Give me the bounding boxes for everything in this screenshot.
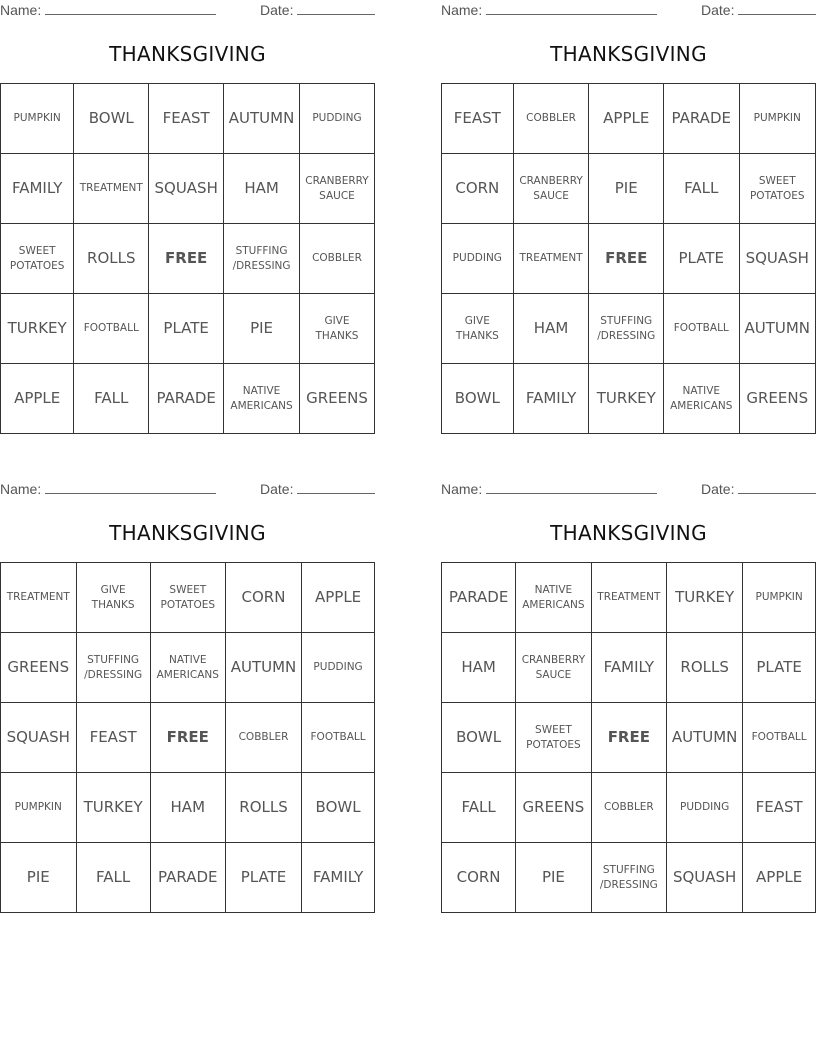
bingo-cell[interactable] xyxy=(743,773,816,843)
bingo-cell[interactable] xyxy=(442,224,514,294)
bingo-cell[interactable] xyxy=(74,294,149,364)
grid-row xyxy=(442,364,816,434)
cell-word: PLATE xyxy=(163,319,209,338)
bingo-cell[interactable] xyxy=(299,224,374,294)
bingo-cell[interactable] xyxy=(589,84,664,154)
cell-word: FREE xyxy=(605,249,648,268)
grid-row xyxy=(442,773,816,843)
bingo-cell[interactable] xyxy=(149,154,224,224)
bingo-cell[interactable] xyxy=(74,84,149,154)
grid-row xyxy=(442,154,816,224)
bingo-cell[interactable] xyxy=(589,294,664,364)
bingo-cell[interactable] xyxy=(442,294,514,364)
bingo-cell[interactable] xyxy=(442,364,514,434)
cell-word: FREE xyxy=(607,728,650,747)
name-blank-line xyxy=(486,481,657,494)
bingo-cell[interactable] xyxy=(442,843,516,913)
grid-row xyxy=(1,224,375,294)
card-header xyxy=(441,479,816,503)
name-field xyxy=(0,2,216,18)
bingo-cell[interactable] xyxy=(739,154,816,224)
name-field xyxy=(441,481,657,497)
bingo-cell[interactable] xyxy=(591,773,666,843)
bingo-cell[interactable] xyxy=(591,843,666,913)
cell-word: CRANBERRY SAUCE xyxy=(305,175,369,202)
cell-word: FALL xyxy=(94,389,129,408)
bingo-cell[interactable] xyxy=(302,563,375,633)
bingo-cell[interactable] xyxy=(149,364,224,434)
name-blank-line xyxy=(486,2,657,15)
grid-row xyxy=(442,563,816,633)
cell-word: PLATE xyxy=(756,658,802,677)
cell-word: PIE xyxy=(541,868,565,887)
grid-row xyxy=(1,703,375,773)
grid-row xyxy=(442,843,816,913)
bingo-cell[interactable] xyxy=(76,563,150,633)
bingo-grid xyxy=(0,562,375,913)
bingo-cell[interactable] xyxy=(442,154,514,224)
cell-word: FALL xyxy=(684,179,719,198)
bingo-cell[interactable] xyxy=(76,633,150,703)
cell-word: GIVE THANKS xyxy=(315,315,359,342)
cell-word: ROLLS xyxy=(239,798,288,817)
bingo-cell[interactable] xyxy=(442,633,516,703)
grid-row xyxy=(1,294,375,364)
date-label: Date: xyxy=(701,2,739,18)
cell-word: PIE xyxy=(26,868,50,887)
bingo-cell[interactable] xyxy=(664,154,740,224)
bingo-cell[interactable] xyxy=(299,364,374,434)
bingo-cell[interactable] xyxy=(667,703,743,773)
cell-word: COBBLER xyxy=(603,801,654,814)
bingo-cell[interactable] xyxy=(224,364,300,434)
cell-word: PARADE xyxy=(671,109,731,128)
bingo-cell[interactable] xyxy=(664,294,740,364)
bingo-cell[interactable] xyxy=(513,84,589,154)
cell-word: PUDDING xyxy=(313,661,363,674)
bingo-cell[interactable] xyxy=(442,773,516,843)
bingo-card xyxy=(0,0,375,412)
cell-word: CORN xyxy=(241,588,286,607)
name-label: Name: xyxy=(0,481,46,497)
grid-row xyxy=(1,633,375,703)
date-blank-line xyxy=(297,481,375,494)
cell-word: AUTUMN xyxy=(744,319,811,338)
cell-word: FEAST xyxy=(755,798,803,817)
bingo-cell[interactable] xyxy=(149,224,224,294)
cell-word: GREENS xyxy=(522,798,585,817)
cell-word: APPLE xyxy=(14,389,61,408)
cell-word: GREENS xyxy=(306,389,368,408)
bingo-cell[interactable] xyxy=(1,773,77,843)
cell-word: FOOTBALL xyxy=(83,322,139,335)
bingo-cell[interactable] xyxy=(302,843,375,913)
cell-word: AUTUMN xyxy=(671,728,738,747)
bingo-cell[interactable] xyxy=(302,633,375,703)
bingo-cell[interactable] xyxy=(225,563,301,633)
bingo-cell[interactable] xyxy=(664,364,740,434)
cell-word: PUMPKIN xyxy=(13,112,61,125)
bingo-cell[interactable] xyxy=(516,773,591,843)
cell-word: APPLE xyxy=(314,588,362,607)
cell-word: PUMPKIN xyxy=(753,112,801,125)
bingo-cell[interactable] xyxy=(1,843,77,913)
cell-word: PUDDING xyxy=(679,801,730,814)
bingo-cell[interactable] xyxy=(225,633,301,703)
cell-word: FREE xyxy=(166,728,209,747)
bingo-cell[interactable] xyxy=(149,84,224,154)
bingo-cell[interactable] xyxy=(442,563,516,633)
cell-word: NATIVE AMERICANS xyxy=(230,385,293,412)
cell-word: FOOTBALL xyxy=(751,731,807,744)
bingo-cell[interactable] xyxy=(224,84,300,154)
date-label: Date: xyxy=(260,2,298,18)
cell-word: PIE xyxy=(250,319,274,338)
bingo-cell[interactable] xyxy=(225,703,301,773)
bingo-cell[interactable] xyxy=(591,703,666,773)
cell-word: BOWL xyxy=(88,109,134,128)
grid-row xyxy=(442,633,816,703)
cell-word: TREATMENT xyxy=(597,591,661,604)
bingo-cell[interactable] xyxy=(739,224,816,294)
bingo-cell[interactable] xyxy=(150,773,225,843)
bingo-cell[interactable] xyxy=(516,633,591,703)
date-blank-line xyxy=(738,2,816,15)
cell-word: PLATE xyxy=(240,868,287,887)
bingo-cell[interactable] xyxy=(516,843,591,913)
bingo-card xyxy=(441,0,816,412)
grid-row xyxy=(442,294,816,364)
bingo-cell[interactable] xyxy=(76,773,150,843)
date-blank-line xyxy=(297,2,375,15)
grid-row xyxy=(1,364,375,434)
bingo-cell[interactable] xyxy=(591,633,666,703)
cell-word: SQUASH xyxy=(745,249,809,268)
name-blank-line xyxy=(45,481,216,494)
date-field xyxy=(260,481,375,497)
bingo-cell[interactable] xyxy=(224,154,300,224)
bingo-cell[interactable] xyxy=(513,294,589,364)
bingo-cell[interactable] xyxy=(739,364,816,434)
bingo-cell[interactable] xyxy=(299,154,374,224)
bingo-cell[interactable] xyxy=(513,154,589,224)
bingo-cell[interactable] xyxy=(589,154,664,224)
cell-word: PLATE xyxy=(678,249,724,268)
name-field xyxy=(441,2,657,18)
cell-word: NATIVE AMERICANS xyxy=(156,654,219,681)
name-label: Name: xyxy=(0,2,46,18)
cell-word: APPLE xyxy=(603,109,650,128)
grid-row xyxy=(1,154,375,224)
bingo-cell[interactable] xyxy=(664,84,740,154)
bingo-cell[interactable] xyxy=(739,84,816,154)
cell-word: BOWL xyxy=(456,728,502,747)
cell-word: COBBLER xyxy=(312,252,362,265)
cell-word: GIVE THANKS xyxy=(91,584,135,611)
grid-row xyxy=(442,224,816,294)
cell-word: GREENS xyxy=(746,389,809,408)
cell-word: TURKEY xyxy=(596,389,656,408)
cell-word: STUFFING /DRESSING xyxy=(84,654,143,681)
cell-word: ROLLS xyxy=(87,249,136,268)
bingo-cell[interactable] xyxy=(667,843,743,913)
bingo-grid xyxy=(441,562,816,913)
cell-word: CORN xyxy=(455,179,500,198)
cell-word: PIE xyxy=(614,179,638,198)
cell-word: STUFFING /DRESSING xyxy=(599,864,658,891)
bingo-cell[interactable] xyxy=(442,703,516,773)
cell-word: TREATMENT xyxy=(79,182,143,195)
grid-row xyxy=(1,563,375,633)
cell-word: HAM xyxy=(461,658,496,677)
bingo-cell[interactable] xyxy=(1,294,74,364)
cell-word: FALL xyxy=(461,798,496,817)
cell-word: CRANBERRY SAUCE xyxy=(521,654,586,681)
bingo-cell[interactable] xyxy=(299,294,374,364)
grid-row xyxy=(442,84,816,154)
bingo-cell[interactable] xyxy=(739,294,816,364)
cell-word: FREE xyxy=(165,249,208,268)
cell-word: NATIVE AMERICANS xyxy=(670,385,733,412)
cell-word: SWEET POTATOES xyxy=(749,175,805,202)
bingo-cell[interactable] xyxy=(442,84,514,154)
cell-word: TREATMENT xyxy=(6,591,70,604)
date-blank-line xyxy=(738,481,816,494)
bingo-cell[interactable] xyxy=(299,84,374,154)
cell-word: SQUASH xyxy=(6,728,70,747)
date-field xyxy=(701,481,816,497)
bingo-cell[interactable] xyxy=(513,364,589,434)
bingo-cell[interactable] xyxy=(74,364,149,434)
bingo-card xyxy=(0,479,375,887)
cell-word: COBBLER xyxy=(238,731,289,744)
cell-word: TURKEY xyxy=(83,798,143,817)
cell-word: FEAST xyxy=(453,109,501,128)
date-label: Date: xyxy=(701,481,739,497)
cell-word: NATIVE AMERICANS xyxy=(522,584,585,611)
cell-word: SWEET POTATOES xyxy=(160,584,216,611)
cell-word: FOOTBALL xyxy=(310,731,366,744)
cell-word: SWEET POTATOES xyxy=(526,724,581,751)
bingo-cell[interactable] xyxy=(74,224,149,294)
cell-word: TURKEY xyxy=(675,588,735,607)
bingo-cell[interactable] xyxy=(1,364,74,434)
bingo-cell[interactable] xyxy=(302,703,375,773)
bingo-cell[interactable] xyxy=(150,563,225,633)
bingo-cell[interactable] xyxy=(743,703,816,773)
cell-word: FEAST xyxy=(89,728,137,747)
bingo-cell[interactable] xyxy=(76,843,150,913)
cell-word: FAMILY xyxy=(11,179,63,198)
bingo-cell[interactable] xyxy=(150,843,225,913)
bingo-cell[interactable] xyxy=(225,773,301,843)
card-header xyxy=(0,479,375,503)
bingo-cell[interactable] xyxy=(74,154,149,224)
cell-word: PUMPKIN xyxy=(14,801,62,814)
bingo-cell[interactable] xyxy=(1,154,74,224)
cell-word: FOOTBALL xyxy=(673,322,729,335)
bingo-grid xyxy=(441,83,816,434)
bingo-cell[interactable] xyxy=(667,773,743,843)
cell-word: STUFFING /DRESSING xyxy=(232,245,291,272)
bingo-cell[interactable] xyxy=(224,224,300,294)
card-title: THANKSGIVING xyxy=(550,521,707,545)
cell-word: PUMPKIN xyxy=(755,591,803,604)
cell-word: FAMILY xyxy=(603,658,655,677)
bingo-cell[interactable] xyxy=(667,563,743,633)
cell-word: FAMILY xyxy=(312,868,364,887)
cell-word: SQUASH xyxy=(672,868,737,887)
bingo-cell[interactable] xyxy=(589,364,664,434)
bingo-cell[interactable] xyxy=(149,294,224,364)
grid-row xyxy=(1,84,375,154)
bingo-cell[interactable] xyxy=(591,563,666,633)
bingo-cell[interactable] xyxy=(1,224,74,294)
card-title: THANKSGIVING xyxy=(109,521,266,545)
cell-word: CRANBERRY SAUCE xyxy=(519,175,583,202)
bingo-cell[interactable] xyxy=(1,84,74,154)
grid-row xyxy=(1,843,375,913)
cell-word: AUTUMN xyxy=(228,109,295,128)
cell-word: TREATMENT xyxy=(519,252,583,265)
date-field xyxy=(701,2,816,18)
card-title: THANKSGIVING xyxy=(550,42,707,66)
cell-word: CORN xyxy=(456,868,501,887)
bingo-cell[interactable] xyxy=(224,294,300,364)
cell-word: FALL xyxy=(96,868,131,887)
cell-word: COBBLER xyxy=(526,112,576,125)
name-blank-line xyxy=(45,2,216,15)
bingo-cell[interactable] xyxy=(667,633,743,703)
card-title: THANKSGIVING xyxy=(109,42,266,66)
cell-word: PARADE xyxy=(156,389,216,408)
cell-word: GIVE THANKS xyxy=(455,315,499,342)
date-field xyxy=(260,2,375,18)
cell-word: PARADE xyxy=(448,588,509,607)
cell-word: SWEET POTATOES xyxy=(9,245,65,272)
cell-word: FEAST xyxy=(162,109,210,128)
bingo-cell[interactable] xyxy=(225,843,301,913)
cell-word: HAM xyxy=(533,319,569,338)
cell-word: HAM xyxy=(244,179,279,198)
cell-word: SQUASH xyxy=(154,179,218,198)
bingo-cell[interactable] xyxy=(516,703,591,773)
bingo-cell[interactable] xyxy=(513,224,589,294)
card-header xyxy=(0,0,375,24)
cell-word: TURKEY xyxy=(7,319,67,338)
cell-word: PUDDING xyxy=(312,112,362,125)
bingo-cell[interactable] xyxy=(516,563,591,633)
bingo-cell[interactable] xyxy=(76,703,150,773)
cell-word: BOWL xyxy=(454,389,500,408)
cell-word: PARADE xyxy=(158,868,218,887)
grid-row xyxy=(1,773,375,843)
bingo-cell[interactable] xyxy=(743,563,816,633)
date-label: Date: xyxy=(260,481,298,497)
bingo-card xyxy=(441,479,816,891)
cell-word: APPLE xyxy=(756,868,803,887)
bingo-cell[interactable] xyxy=(1,703,77,773)
bingo-cell[interactable] xyxy=(150,633,225,703)
bingo-cell[interactable] xyxy=(1,633,77,703)
bingo-cell[interactable] xyxy=(1,563,77,633)
name-label: Name: xyxy=(441,481,487,497)
bingo-cell[interactable] xyxy=(589,224,664,294)
bingo-cell[interactable] xyxy=(664,224,740,294)
cell-word: HAM xyxy=(170,798,206,817)
name-label: Name: xyxy=(441,2,487,18)
cell-word: STUFFING /DRESSING xyxy=(597,315,656,342)
cell-word: GREENS xyxy=(7,658,70,677)
name-field xyxy=(0,481,216,497)
cell-word: AUTUMN xyxy=(230,658,297,677)
cell-word: BOWL xyxy=(315,798,361,817)
cell-word: FAMILY xyxy=(525,389,577,408)
cell-word: PUDDING xyxy=(452,252,502,265)
bingo-cell[interactable] xyxy=(743,633,816,703)
grid-row xyxy=(442,703,816,773)
bingo-cell[interactable] xyxy=(743,843,816,913)
bingo-grid xyxy=(0,83,375,434)
card-header xyxy=(441,0,816,24)
cell-word: ROLLS xyxy=(680,658,729,677)
bingo-cell[interactable] xyxy=(302,773,375,843)
bingo-cell[interactable] xyxy=(150,703,225,773)
